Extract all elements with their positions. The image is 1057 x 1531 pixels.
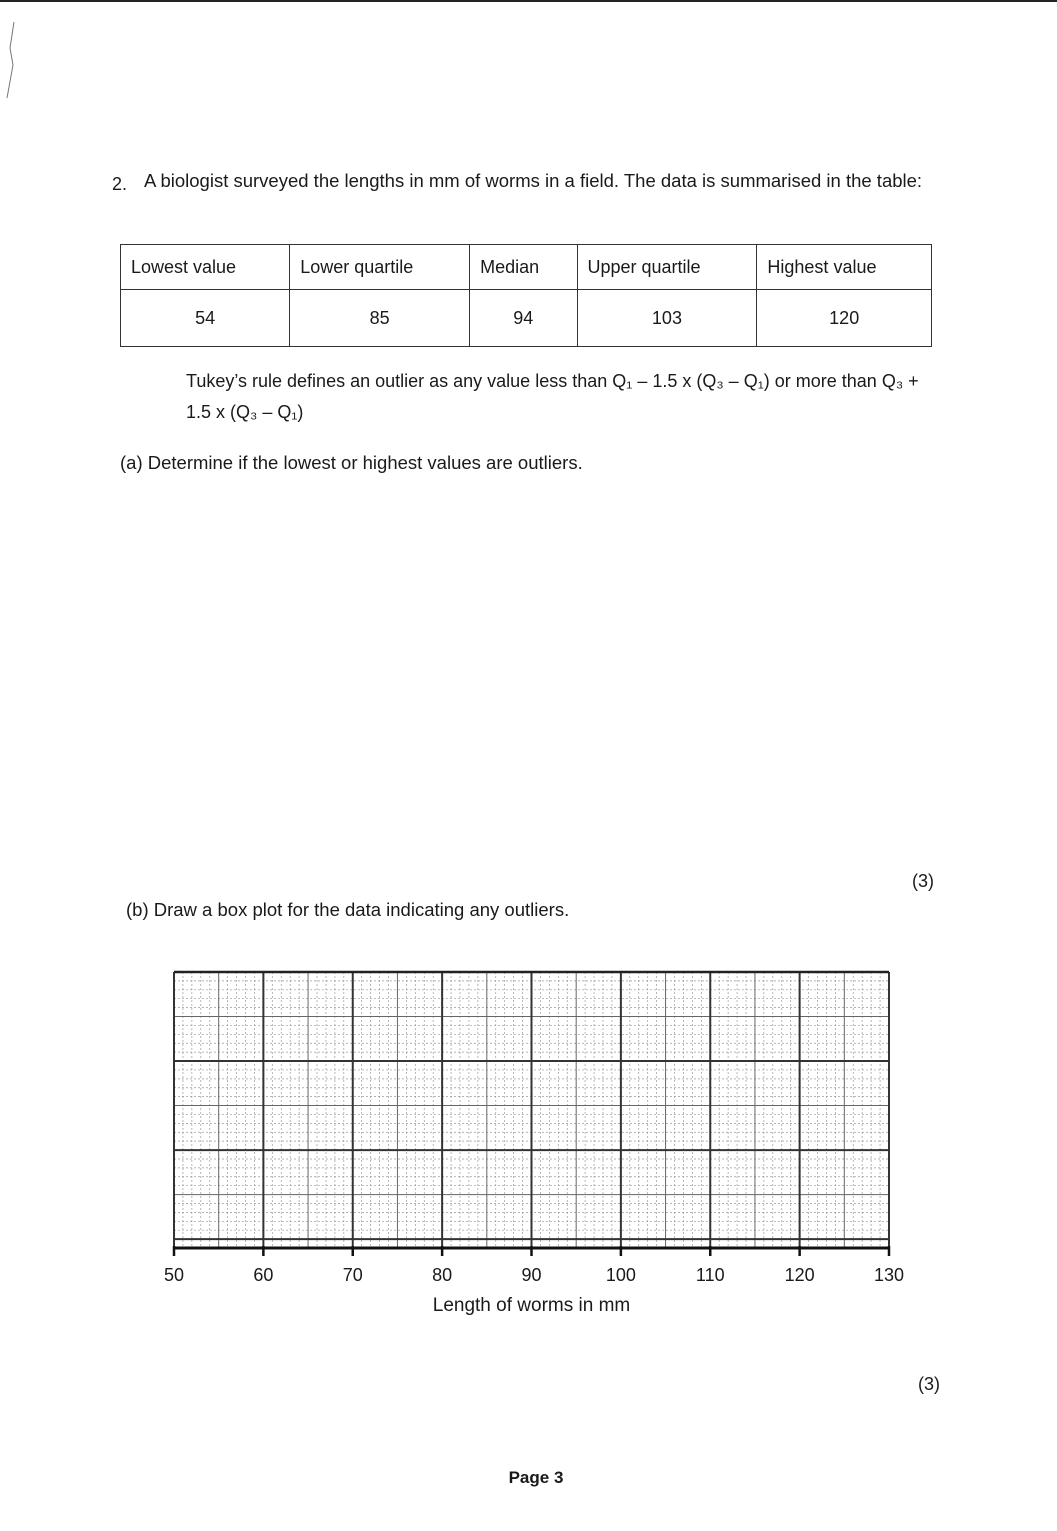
question-number: 2. — [112, 174, 128, 194]
header-median: Median — [470, 245, 577, 290]
header-upper-quartile: Upper quartile — [577, 245, 757, 290]
tukey-rule-text: Tukey’s rule defines an outlier as any value less than Q₁ – 1.5 x (Q₃ – Q₁) or more than Q₃ + 1.5 x (Q₃ – Q₁) — [186, 371, 919, 422]
part-b-question: (b) Draw a box plot for the data indicating any outliers. — [126, 899, 570, 920]
x-tick-label: 60 — [253, 1265, 274, 1285]
x-tick-label: 100 — [605, 1265, 636, 1285]
part-b-marks: (3) — [918, 1374, 940, 1394]
question-text: A biologist surveyed the lengths in mm of worms in a field. The data is summarised in the table: — [144, 170, 923, 191]
value-highest: 120 — [757, 290, 932, 347]
x-tick-label: 50 — [163, 1265, 185, 1285]
header-lower-quartile: Lower quartile — [290, 245, 470, 290]
page-number: Page 3 — [508, 1468, 564, 1487]
x-tick-label: 70 — [342, 1265, 363, 1285]
x-tick-label: 80 — [432, 1265, 453, 1285]
x-axis-label: Length of worms in mm — [432, 1295, 631, 1316]
x-axis-ticks — [164, 1246, 904, 1285]
x-tick-label: 90 — [521, 1265, 542, 1285]
value-upper-quartile: 103 — [577, 290, 757, 347]
value-lower-quartile: 85 — [290, 290, 470, 347]
x-tick-label: 120 — [784, 1265, 815, 1285]
value-median: 94 — [470, 290, 577, 347]
value-lowest: 54 — [121, 290, 290, 347]
part-a-question: (a) Determine if the lowest or highest values are outliers. — [120, 452, 583, 473]
x-tick-label: 110 — [695, 1265, 725, 1285]
header-lowest-value: Lowest value — [121, 245, 290, 290]
header-highest-value: Highest value — [757, 245, 932, 290]
part-a-marks: (3) — [912, 871, 934, 891]
x-tick-label: 130 — [873, 1265, 905, 1285]
